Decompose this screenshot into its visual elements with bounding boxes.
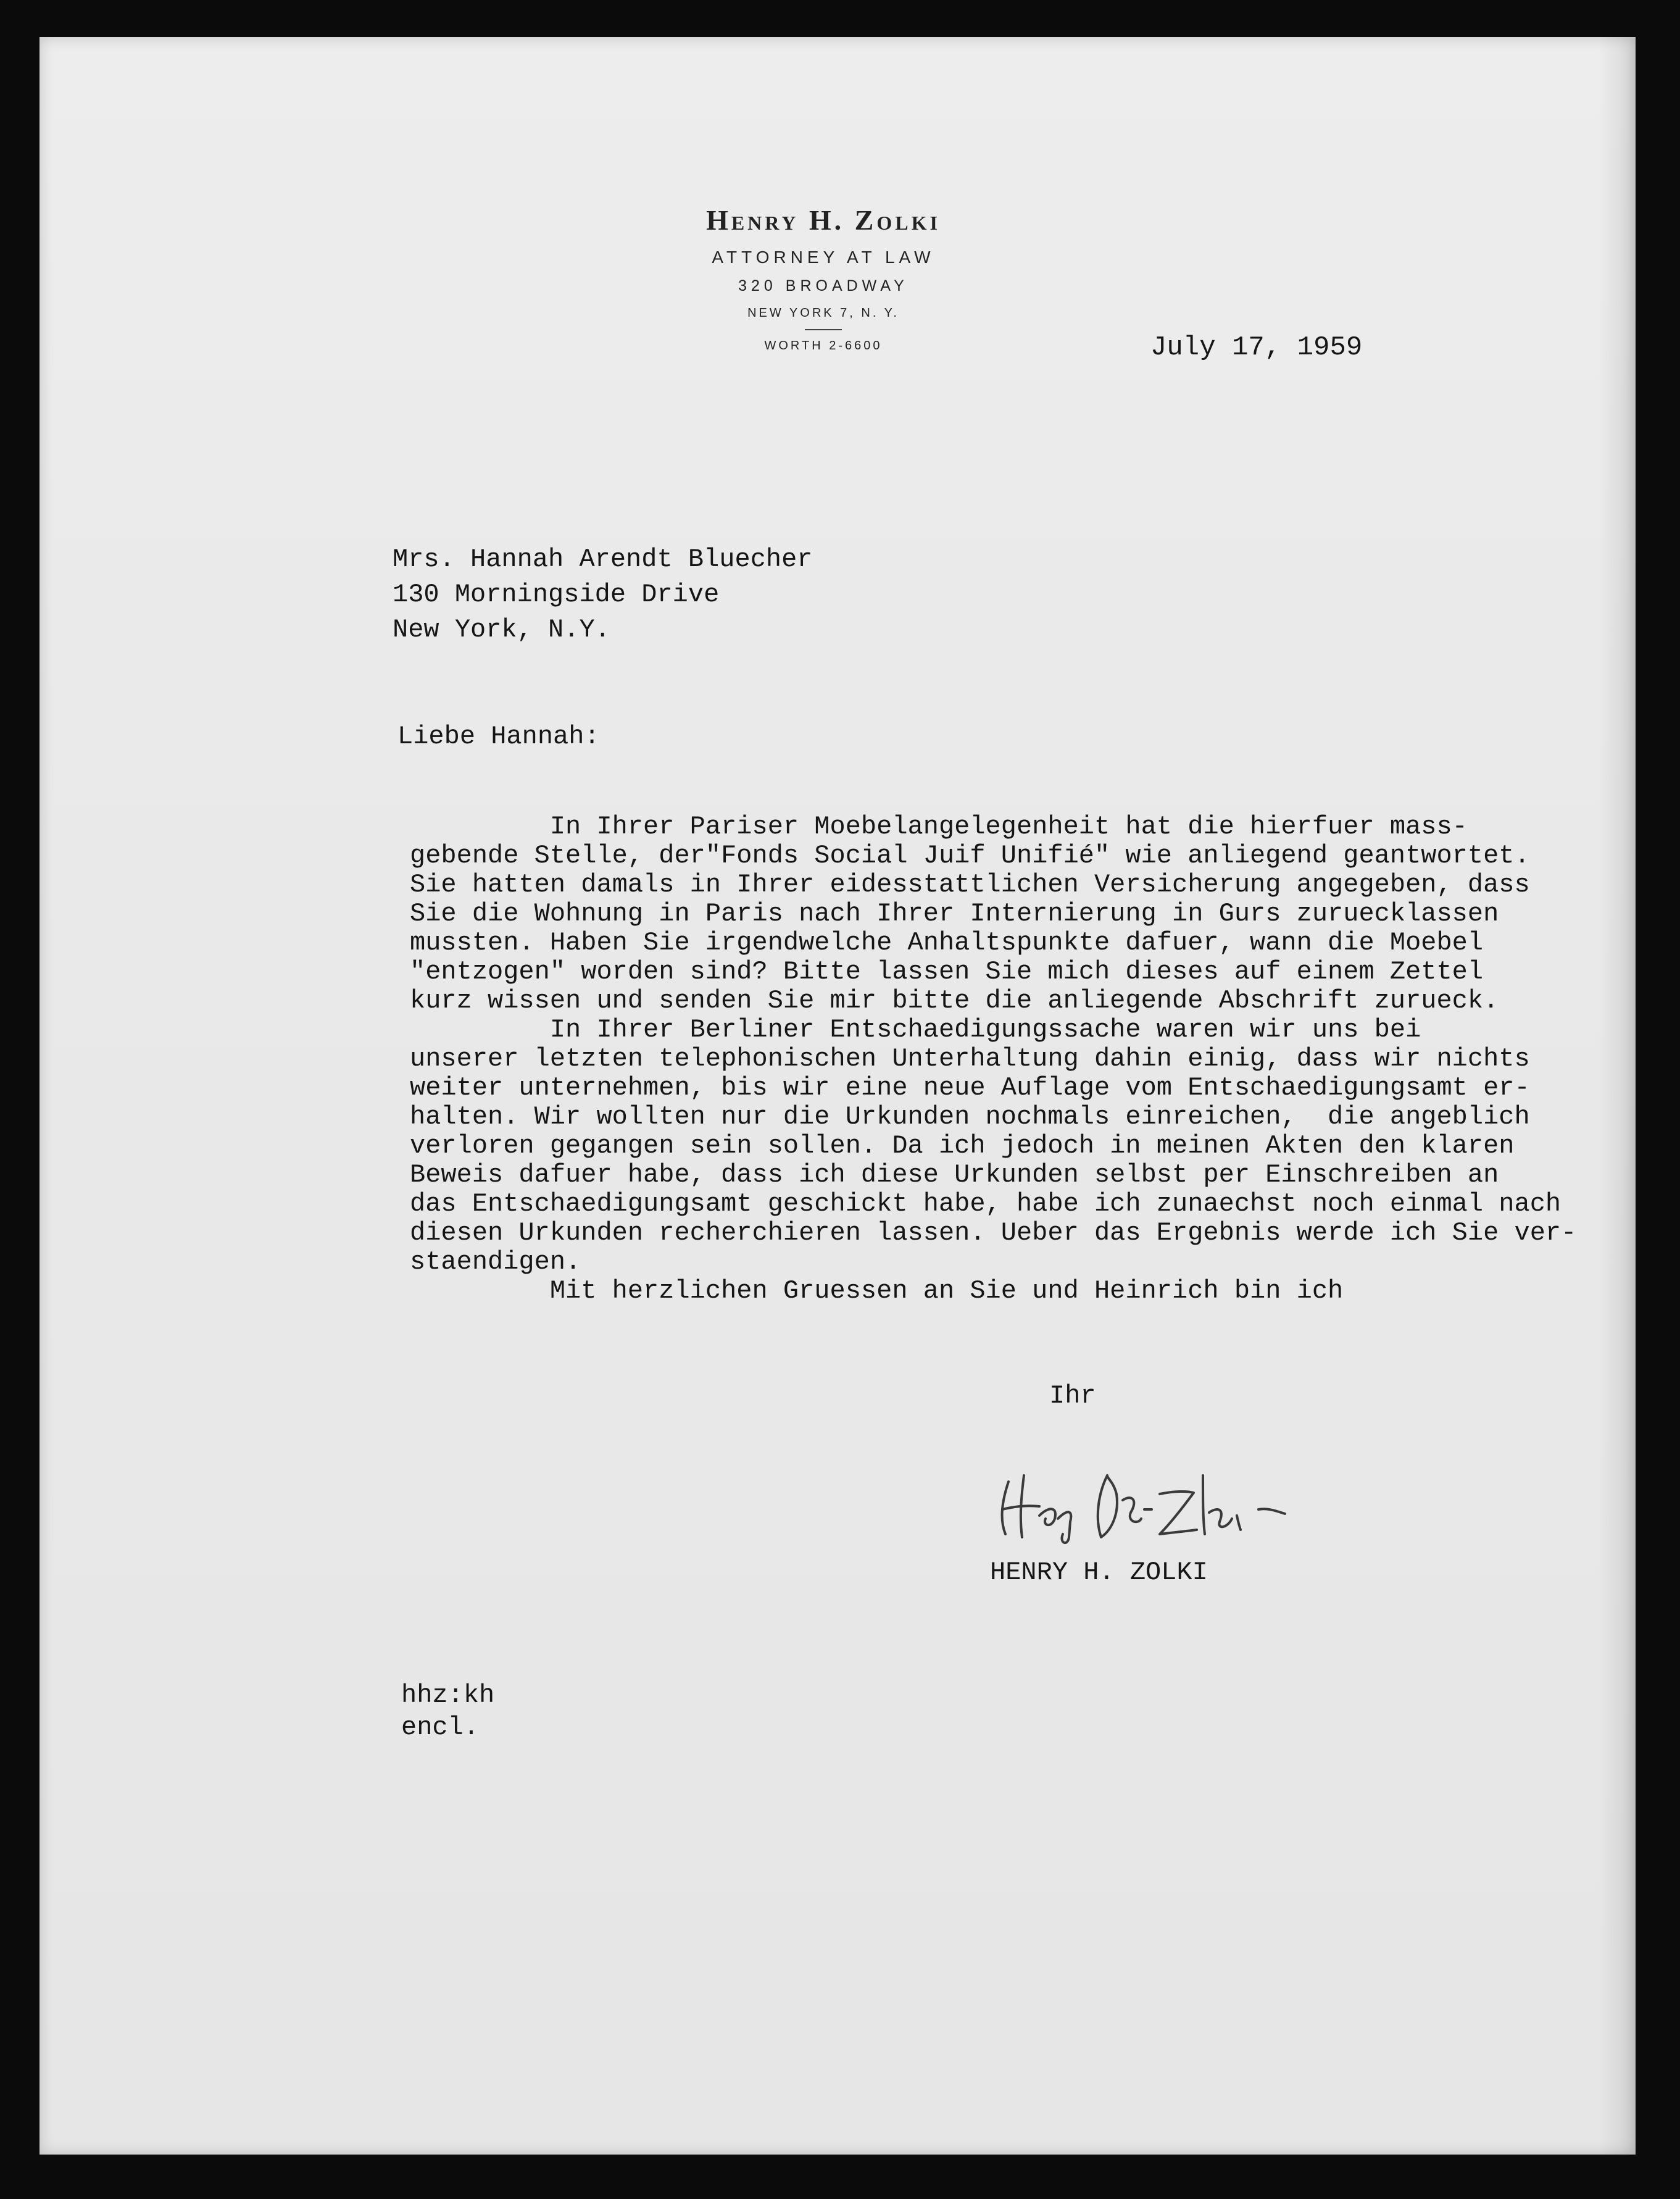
signer-name: HENRY H. ZOLKI: [990, 1558, 1208, 1587]
body-line: kurz wissen und senden Sie mir bitte die anliegende Abschrift zurueck.: [410, 986, 1499, 1016]
enclosure-note: encl.: [401, 1713, 480, 1742]
reference-initials: hhz:kh: [401, 1680, 495, 1710]
recipient-city: New York, N.Y.: [393, 615, 610, 645]
letterhead-phone: WORTH 2-6600: [764, 339, 883, 353]
letterhead-title: ATTORNEY AT LAW: [712, 248, 935, 267]
body-line: verloren gegangen sein sollen. Da ich jedoch in meinen Akten den klaren: [410, 1131, 1515, 1161]
body-line: Sie hatten damals in Ihrer eidesstattlichen Versicherung angegeben, dass: [410, 870, 1530, 899]
recipient-name: Mrs. Hannah Arendt Bluecher: [393, 545, 813, 574]
body-line: weiter unternehmen, bis wir eine neue Auflage vom Entschaedigungsamt er-: [410, 1073, 1530, 1103]
body-line: staendigen.: [410, 1247, 581, 1277]
body-line: das Entschaedigungsamt geschickt habe, habe ich zunaechst noch einmal nach: [410, 1189, 1561, 1219]
body-line: diesen Urkunden recherchieren lassen. Ueber das Ergebnis werde ich Sie ver-: [410, 1218, 1577, 1248]
body-line: mussten. Haben Sie irgendwelche Anhaltspunkte dafuer, wann die Moebel: [410, 928, 1484, 958]
body-line: unserer letzten telephonischen Unterhaltung dahin einig, dass wir nichts: [410, 1044, 1530, 1074]
letterhead-city: NEW YORK 7, N. Y.: [747, 306, 899, 320]
salutation: Liebe Hannah:: [397, 722, 600, 751]
handwritten-signature: [990, 1457, 1299, 1550]
body-line: In Ihrer Berliner Entschaedigungssache waren wir uns bei: [410, 1015, 1421, 1045]
body-line: "entzogen" worden sind? Bitte lassen Sie mich dieses auf einem Zettel: [410, 957, 1484, 987]
recipient-address: [393, 542, 813, 648]
letter-body: [410, 812, 1576, 1306]
body-line: Mit herzlichen Gruessen an Sie und Heinrich bin ich: [410, 1276, 1344, 1306]
letter-date: July 17, 1959: [1150, 332, 1363, 363]
reference-block: [401, 1679, 494, 1743]
page-edge-shadow: [1599, 37, 1636, 2155]
letter-page: [40, 37, 1636, 2155]
letterhead: [651, 204, 996, 353]
signature-drawing: [990, 1457, 1299, 1550]
body-line: gebende Stelle, der"Fonds Social Juif Unifié" wie anliegend geantwortet.: [410, 841, 1530, 870]
body-line: halten. Wir wollten nur die Urkunden nochmals einreichen, die angeblich: [410, 1102, 1530, 1132]
letterhead-street: 320 BROADWAY: [738, 277, 909, 294]
letterhead-divider: [805, 329, 842, 330]
closing: Ihr: [1049, 1381, 1096, 1411]
body-line: Sie die Wohnung in Paris nach Ihrer Internierung in Gurs zuruecklassen: [410, 899, 1499, 928]
body-line: In Ihrer Pariser Moebelangelegenheit hat die hierfuer mass-: [410, 812, 1468, 841]
body-line: Beweis dafuer habe, dass ich diese Urkunden selbst per Einschreiben an: [410, 1160, 1499, 1190]
letterhead-name: Henry H. Zolki: [706, 204, 941, 236]
recipient-street: 130 Morningside Drive: [393, 580, 720, 609]
